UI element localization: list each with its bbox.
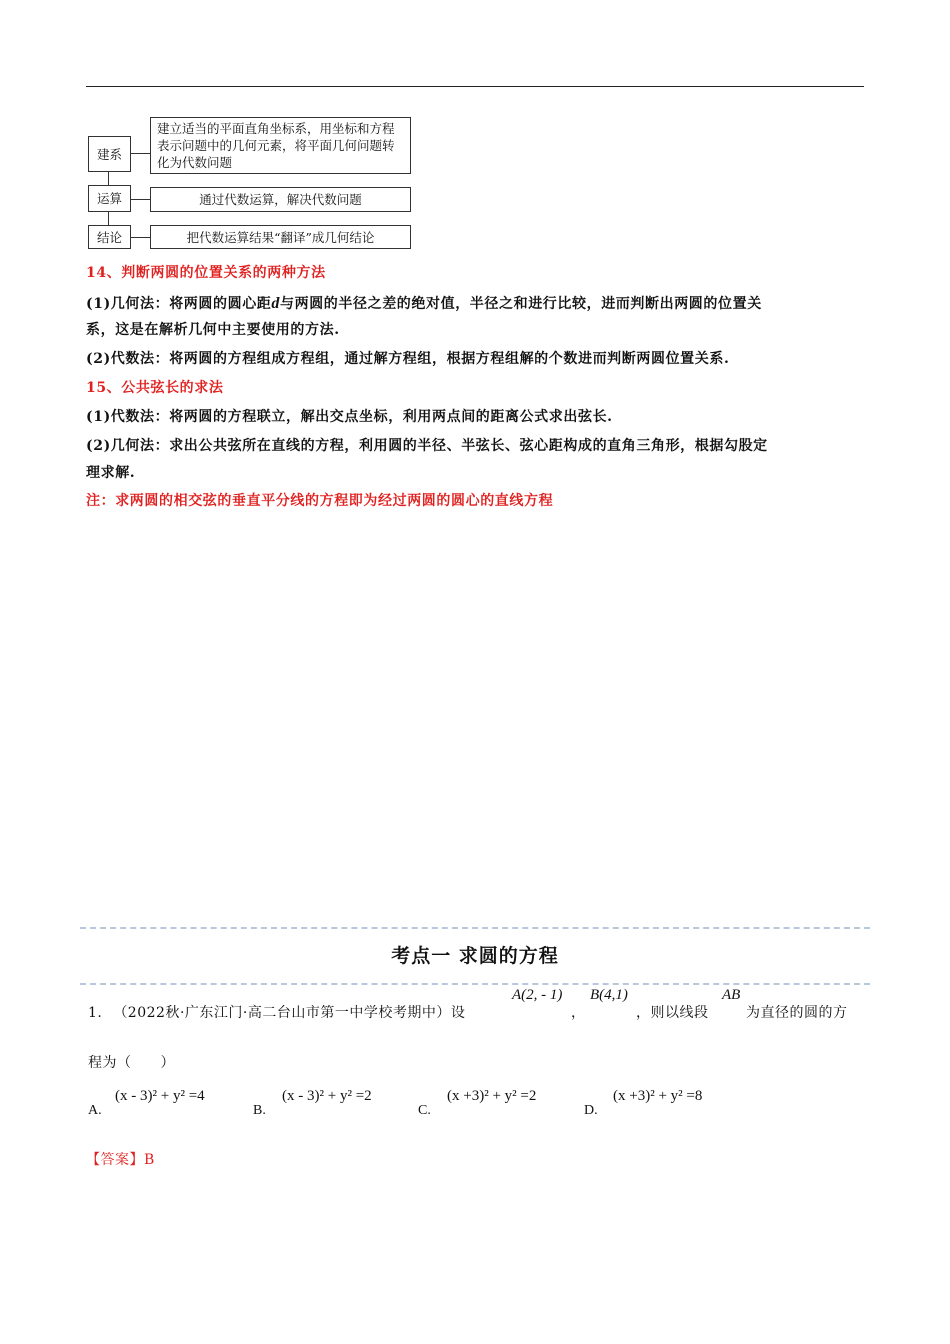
point-a: A(2, - 1)	[512, 987, 563, 1003]
option-c-letter[interactable]: C.	[418, 1103, 431, 1118]
option-a-letter[interactable]: A.	[88, 1103, 102, 1118]
flowchart-step-desc: 把代数运算结果“翻译”成几何结论	[150, 225, 411, 249]
section-divider-bottom	[80, 983, 870, 985]
section-15-note: 注：求两圆的相交弦的垂直平分线的方程即为经过两圆的圆心的直线方程	[86, 493, 554, 509]
separator: ，	[571, 1005, 586, 1021]
section-15-geometry-cont: 理求解.	[86, 465, 136, 481]
question-tail: 为直径的圆的方	[746, 1005, 848, 1021]
option-a-expr[interactable]: (x - 3)² + y² =4	[115, 1088, 205, 1104]
question-number: 1. （2022秋·广东江门·高二台山市第一中学校考期中）设	[88, 1005, 466, 1021]
option-c-expr[interactable]: (x +3)² + y² =2	[447, 1088, 537, 1104]
flowchart-step-label: 建系	[88, 136, 131, 172]
option-d-expr[interactable]: (x +3)² + y² =8	[613, 1088, 703, 1104]
flowchart-step-desc: 建立适当的平面直角坐标系，用坐标和方程 表示问题中的几何元素，将平面几何问题转 化为代数问题	[150, 117, 411, 174]
flowchart-connector	[131, 153, 150, 154]
flowchart-connector	[131, 237, 150, 238]
flowchart-connector	[131, 199, 150, 200]
flowchart-step-label: 结论	[88, 225, 131, 249]
section-14-heading: 14、判断两圆的位置关系的两种方法	[86, 265, 326, 281]
section-14-geometry-cont: 系，这是在解析几何中主要使用的方法.	[86, 322, 340, 338]
header-rule	[86, 86, 864, 87]
section-divider-top	[80, 927, 870, 929]
section-15-heading: 15、公共弦长的求法	[86, 380, 224, 396]
segment-ab: AB	[722, 987, 741, 1003]
section-title: 考点一 求圆的方程	[391, 945, 559, 967]
section-15-geometry: (2)几何法：求出公共弦所在直线的方程，利用圆的半径、半弦长、弦心距构成的直角三角形，根据勾股定	[86, 438, 768, 454]
flowchart-step-label: 运算	[88, 185, 131, 212]
question-line2: 程为（ ）	[88, 1055, 175, 1071]
option-b-expr[interactable]: (x - 3)² + y² =2	[282, 1088, 372, 1104]
section-14-algebra: (2)代数法：将两圆的方程组成方程组，通过解方程组，根据方程组解的个数进而判断两圆位置关系.	[86, 351, 730, 367]
flowchart-connector	[108, 212, 109, 225]
point-b: B(4,1)	[590, 987, 628, 1003]
option-d-letter[interactable]: D.	[584, 1103, 598, 1118]
section-14-geometry: (1)几何法：将两圆的圆心距d与两圆的半径之差的绝对值，半径之和进行比较，进而判断出两圆的位置关	[86, 295, 762, 312]
flowchart-connector	[108, 172, 109, 185]
question-mid: ，则以线段	[636, 1005, 709, 1021]
section-15-algebra: (1)代数法：将两圆的方程联立，解出交点坐标，利用两点间的距离公式求出弦长.	[86, 409, 613, 425]
flowchart-step-desc: 通过代数运算，解决代数问题	[150, 187, 411, 212]
answer: 【答案】B	[86, 1152, 155, 1168]
option-b-letter[interactable]: B.	[253, 1103, 266, 1118]
